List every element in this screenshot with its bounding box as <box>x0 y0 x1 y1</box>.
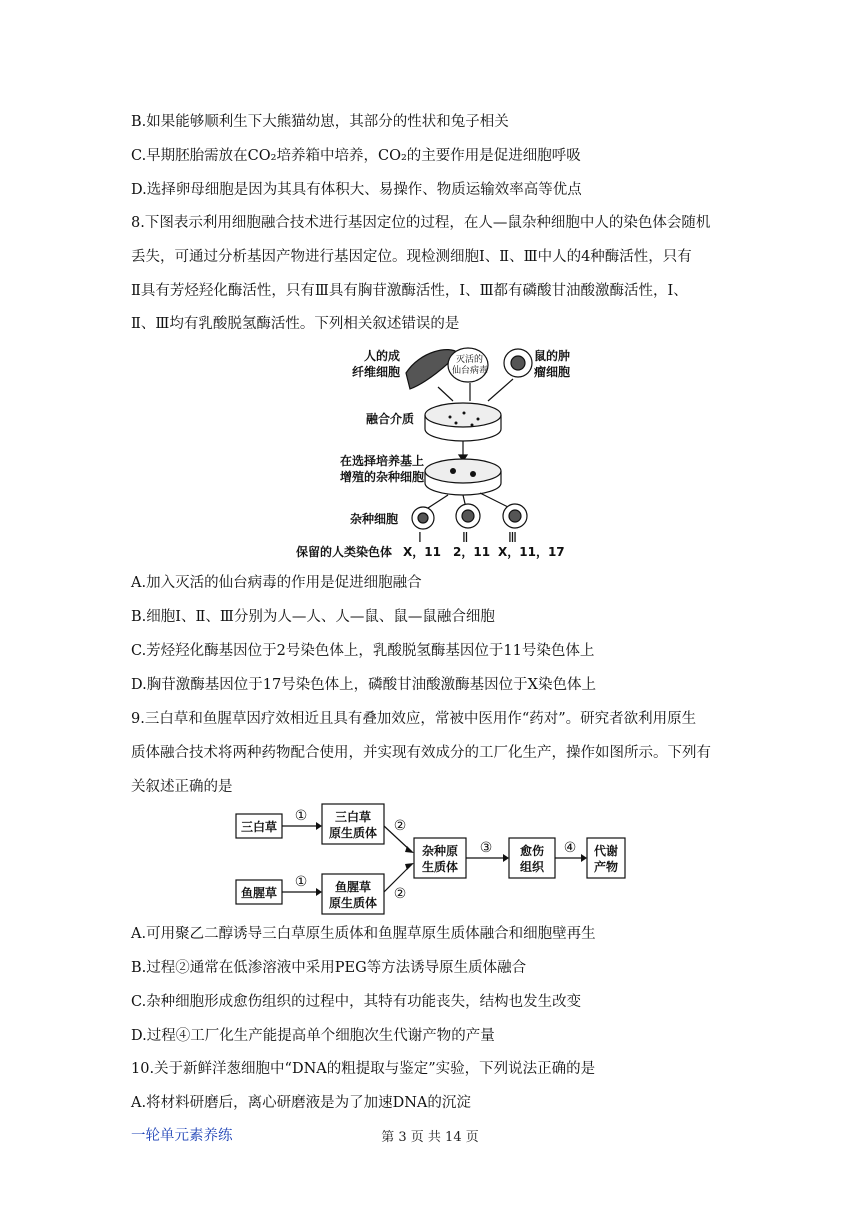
protoplast-flowchart <box>232 800 628 918</box>
label-mouse-cell: 鼠的肿 <box>534 349 571 363</box>
option-9b: B.过程②通常在低渗溶液中采用PEG等方法诱导原生质体融合 <box>131 960 527 976</box>
label-human-cell-2: 纤维细胞 <box>352 365 401 379</box>
chrom-II: 2，11 <box>453 545 491 559</box>
node-proto-b-1: 鱼腥草 <box>334 880 372 894</box>
option-8d: D.胸苷激酶基因位于17号染色体上，磷酸甘油酸激酶基因位于X染色体上 <box>131 677 596 693</box>
option-8c: C.芳烃羟化酶基因位于2号染色体上，乳酸脱氢酶基因位于11号染色体上 <box>131 643 595 659</box>
step-2a: ② <box>393 818 407 834</box>
step-1a: ① <box>294 808 308 824</box>
label-selective-2: 增殖的杂种细胞 <box>340 470 425 484</box>
footer-page-number: 第 3 页 共 14 页 <box>381 1130 479 1145</box>
option-7c: C.早期胚胎需放在CO₂培养箱中培养，CO₂的主要作用是促进细胞呼吸 <box>131 148 581 164</box>
label-selective-1: 在选择培养基上 <box>340 454 425 468</box>
node-product-1: 代谢 <box>593 844 619 858</box>
option-10a: A.将材料研磨后，离心研磨液是为了加速DNA的沉淀 <box>131 1095 471 1111</box>
option-8a: A.加入灭活的仙台病毒的作用是促进细胞融合 <box>131 575 422 591</box>
label-virus: 灭活的 <box>456 355 484 365</box>
node-proto-a-2: 原生质体 <box>328 826 378 840</box>
node-yuxingcao: 鱼腥草 <box>240 886 278 900</box>
footer-series-title: 一轮单元素养练 <box>131 1128 233 1144</box>
label-hybrid: 杂种细胞 <box>350 512 399 526</box>
node-callus-2: 组织 <box>519 860 545 874</box>
option-8b: B.细胞Ⅰ、Ⅱ、Ⅲ分别为人—人、人—鼠、鼠—鼠融合细胞 <box>131 609 495 625</box>
question-8-line3: Ⅱ具有芳烃羟化酶活性，只有Ⅲ具有胸苷激酶活性，Ⅰ、Ⅲ都有磷酸甘油酸激酶活性，Ⅰ、 <box>131 283 688 299</box>
node-hybrid-1: 杂种原 <box>421 844 459 858</box>
question-10: 10.关于新鲜洋葱细胞中“DNA的粗提取与鉴定”实验，下列说法正确的是 <box>131 1061 596 1077</box>
label-virus-2: 仙台病毒 <box>452 366 489 376</box>
label-fusion-medium: 融合介质 <box>366 412 415 426</box>
label-human-cell: 人的成 <box>364 349 401 363</box>
option-7d: D.选择卵母细胞是因为其具有体积大、易操作、物质运输效率高等优点 <box>131 182 582 198</box>
label-mouse-cell-2: 瘤细胞 <box>534 365 571 379</box>
step-1b: ① <box>294 874 308 890</box>
question-9-line2: 质体融合技术将两种药物配合使用，并实现有效成分的工厂化生产，操作如图所示。下列有 <box>131 745 711 761</box>
step-4: ④ <box>563 840 577 856</box>
node-hybrid-2: 生质体 <box>421 860 459 874</box>
node-proto-b-2: 原生质体 <box>328 896 378 910</box>
node-proto-a-1: 三白草 <box>334 810 372 824</box>
question-8-line2: 丢失，可通过分析基因产物进行基因定位。现检测细胞Ⅰ、Ⅱ、Ⅲ中人的4种酶活性，只有 <box>131 249 692 265</box>
option-9c: C.杂种细胞形成愈伤组织的过程中，其特有功能丧失，结构也发生改变 <box>131 994 582 1010</box>
chrom-III: X，11，17 <box>498 545 565 559</box>
node-callus-1: 愈伤 <box>519 844 545 858</box>
question-8-line1: 8.下图表示利用细胞融合技术进行基因定位的过程，在人—鼠杂种细胞中人的染色体会随机 <box>131 215 711 231</box>
node-sanbaicao: 三白草 <box>240 820 278 834</box>
option-9a: A.可用聚乙二醇诱导三白草原生质体和鱼腥草原生质体融合和细胞壁再生 <box>131 926 596 942</box>
node-product-2: 产物 <box>593 860 619 874</box>
label-retained: 保留的人类染色体 <box>296 545 393 559</box>
question-8-line4: Ⅱ、Ⅲ均有乳酸脱氢酶活性。下列相关叙述错误的是 <box>131 316 460 332</box>
step-2b: ② <box>393 886 407 902</box>
step-3: ③ <box>479 840 493 856</box>
question-9-line3: 关叙述正确的是 <box>131 779 233 795</box>
question-9-line1: 9.三白草和鱼腥草因疗效相近且具有叠加效应，常被中医用作“药对”。研究者欲利用原生 <box>131 711 697 727</box>
chrom-I: X，11 <box>403 545 441 559</box>
label-cell-III: Ⅲ <box>508 531 517 546</box>
label-cell-I: Ⅰ <box>418 531 422 546</box>
label-cell-II: Ⅱ <box>462 531 469 546</box>
cell-fusion-figure <box>288 343 578 565</box>
option-9d: D.过程④工厂化生产能提高单个细胞次生代谢产物的产量 <box>131 1028 495 1044</box>
option-7b: B.如果能够顺利生下大熊猫幼崽，其部分的性状和兔子相关 <box>131 114 509 130</box>
